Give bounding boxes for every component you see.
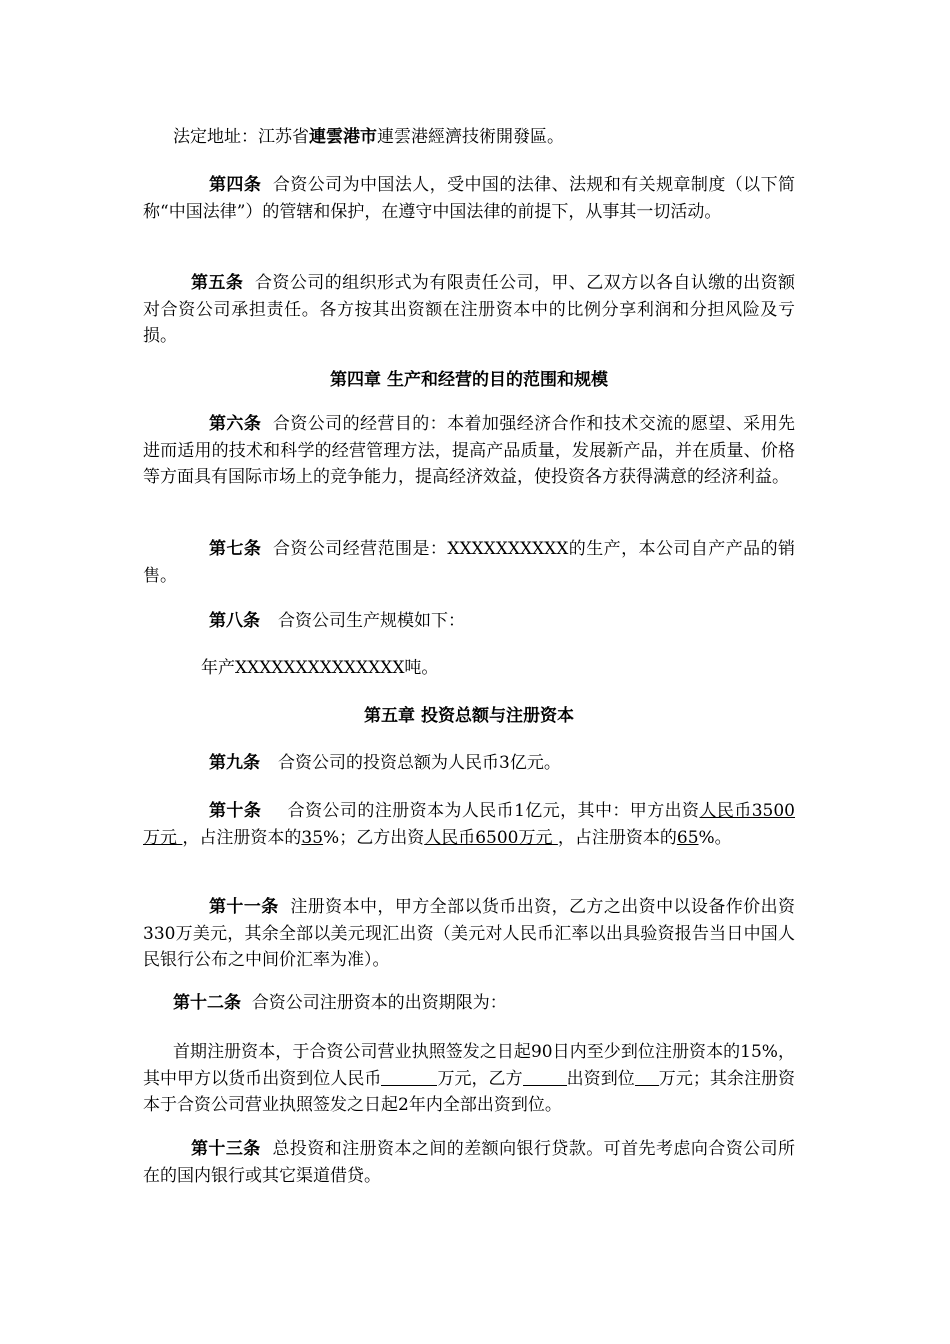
article-9 [143,750,795,777]
article-12-detail-1: 首期注册资本，于合资公司营业执照签发之日起90日内至少到位注册资本的15%，其中甲方以货币出资到位人民币 [143,1042,795,1089]
article-6 [143,411,795,491]
article-8-title: 第八条 [209,611,260,631]
article-7-text: 合资公司经营范围是：XXXXXXXXXX的生产，本公司自产产品的销售。 [143,539,796,586]
article-5-text: 合资公司的组织形式为有限责任公司，甲、乙双方以各自认缴的出资额对合资公司承担责任。各方按其出资额在注册资本中的比例分享利润和分担风险及亏损。 [143,273,796,346]
blank-party-a-amount[interactable] [381,1068,437,1086]
legal-address [143,124,795,151]
article-10-text-3: %；乙方出资 [323,827,425,848]
article-8-text: 合资公司生产规模如下： [278,611,465,631]
article-8-output-text: 年产XXXXXXXXXXXXXX吨。 [201,658,439,678]
address-rest: 連雲港經濟技術開發區。 [377,127,564,147]
article-6-text: 合资公司的经营目的：本着加强经济合作和技术交流的愿望、采用先进而适用的技术和科学的经营管理方法，提高产品质量，发展新产品，并在质量、价格等方面具有国际市场上的竞争能力，提高经济效益，使投资各方获得满意的经济利益。 [143,414,796,487]
article-10-title: 第十条 [209,801,262,821]
article-12 [143,990,795,1017]
article-5-title: 第五条 [191,273,244,293]
article-11-title: 第十一条 [209,897,279,917]
article-12-detail [143,1039,795,1119]
chapter-5-heading: 第五章 投资总额与注册资本 [364,706,574,726]
address-label: 法定地址： [173,127,258,147]
article-11-text: 注册资本中，甲方全部以货币出资，乙方之出资中以设备作价出资330万美元，其余全部以美元现汇出资（美元对人民币汇率以出具验资报告当日中国人民银行公布之中间价汇率为准）。 [143,897,796,970]
article-10-text-1: 合资公司的注册资本为人民币1亿元，其中：甲方出资 [287,801,700,821]
article-7-title: 第七条 [209,539,262,559]
article-7 [143,536,795,589]
article-8-output [143,655,795,682]
article-5 [143,270,795,350]
article-9-title: 第九条 [209,753,260,773]
article-10-text-4: ，占注册资本的 [557,827,677,848]
article-8 [143,608,795,635]
chapter-4-heading: 第四章 生产和经营的目的范围和规模 [330,370,608,390]
article-13-text: 总投资和注册资本之间的差额向银行贷款。可首先考虑向合资公司所在的国内银行或其它渠道借贷。 [143,1139,796,1186]
article-12-text: 合资公司注册资本的出资期限为： [251,993,507,1013]
article-10-party-a-ratio: 35 [301,827,324,848]
article-12-title: 第十二条 [173,993,241,1013]
article-13 [143,1136,795,1189]
address-city: 連雲港市 [309,127,377,147]
article-10-party-b-amount: 人民币6500万元 [424,827,558,848]
article-9-text: 合资公司的投资总额为人民币3亿元。 [278,753,561,773]
article-12-detail-2: 万元，乙方 [437,1068,523,1089]
article-4 [143,172,795,225]
article-4-title: 第四条 [209,175,262,195]
article-10 [143,798,795,851]
article-6-title: 第六条 [209,414,262,434]
blank-party-b-form[interactable] [523,1068,567,1086]
article-4-text: 合资公司为中国法人，受中国的法律、法规和有关规章制度（以下简称“中国法律”）的管辖和保护，在遵守中国法律的前提下，从事其一切活动。 [143,175,796,222]
address-province: 江苏省 [258,127,309,147]
article-12-detail-4: 万元；其余注册资本于合资公司营业执照签发之日起2年内全部出资到位。 [143,1068,796,1115]
article-10-party-a-amount: 人民币3500万元 [143,801,795,848]
article-11 [143,894,795,974]
article-10-party-b-ratio: 65 [676,827,699,848]
blank-party-b-amount[interactable] [635,1068,659,1086]
article-10-text-2: ，占注册资本的 [182,827,302,848]
article-12-detail-3: 出资到位 [566,1068,635,1089]
article-13-title: 第十三条 [191,1139,261,1159]
article-10-text-5: %。 [698,827,732,848]
